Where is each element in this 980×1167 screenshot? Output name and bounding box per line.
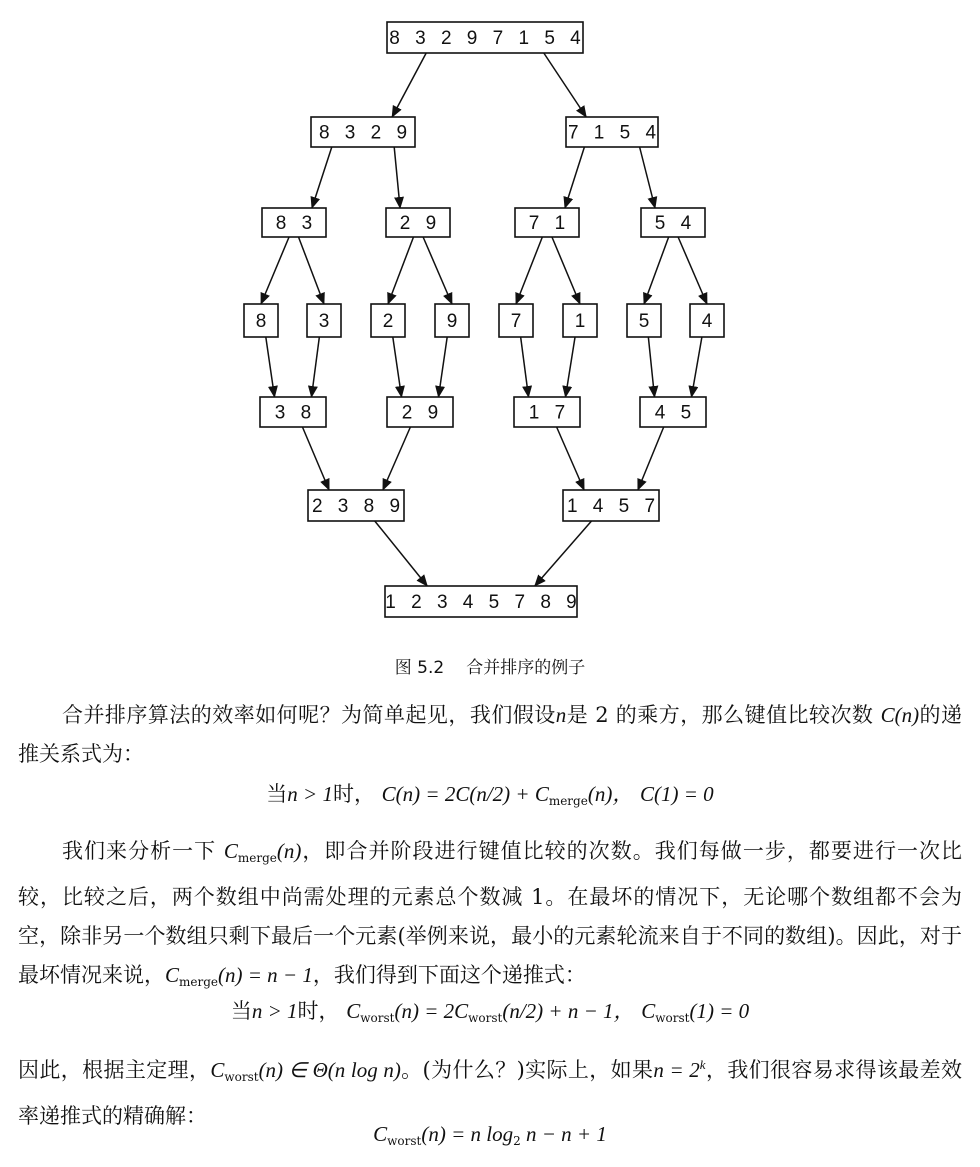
edge-ll-s8 — [261, 237, 289, 304]
p1-text-e: 的递推关系式为： — [18, 703, 963, 766]
f2-c: C — [346, 999, 361, 1023]
p3-text-b: 。(为什么？)实际上，如果 — [400, 1058, 654, 1082]
f3-sub2: 2 — [513, 1134, 521, 1148]
figure-title: 合并排序的例子 — [466, 658, 586, 678]
f2-sub: worst — [360, 1011, 395, 1025]
node-label: 1 7 — [528, 402, 571, 424]
edge-rl-s1 — [552, 237, 580, 304]
f3-rest: n − n + 1 — [520, 1122, 607, 1146]
p1-var-c: C — [880, 703, 895, 727]
node-s7 — [499, 304, 533, 337]
node-s5 — [627, 304, 661, 337]
node-label: 2 9 — [399, 213, 442, 234]
edge-s8-m38 — [266, 337, 275, 397]
node-label: 7 1 5 4 — [567, 122, 662, 144]
f2-prefix: 当 — [230, 999, 252, 1023]
node-s8 — [244, 304, 278, 337]
p1-text-b: 是 2 的乘方，那么键值比较次数 — [566, 703, 874, 727]
node-label: 1 4 5 7 — [566, 496, 661, 517]
edge-root-l — [392, 53, 426, 117]
node-s4 — [690, 304, 724, 337]
figure-number: 图 5.2 — [394, 658, 445, 678]
f2-rest: (n/2) + n − 1， — [502, 999, 635, 1023]
edge-m2389-result — [375, 521, 427, 586]
p2-var-n: (n) — [276, 839, 302, 863]
p1-var-n2: (n) — [894, 703, 920, 727]
edge-m29-m2389 — [383, 427, 411, 490]
f2-cond: n > 1 — [251, 999, 298, 1023]
formula-1 — [0, 778, 980, 808]
edge-s3-m38 — [311, 337, 319, 397]
node-label: 8 3 — [275, 213, 318, 234]
node-label: 7 1 — [528, 213, 571, 234]
formula-2 — [0, 995, 980, 1025]
f1-sub: merge — [548, 794, 588, 808]
diagram-nodes — [244, 22, 724, 617]
edge-r-rl — [565, 147, 584, 208]
node-m1457 — [563, 490, 660, 521]
p2-text-b: ，即合并阶段进行键值比较的次数。我们每做一步，都要进行一次比较，比较之后，两个数组中尚需处理的元素总个数减 1。在最坏的情况下，无论哪个数组都不会为空，除非另一个数组只剩下最后一个元素(举例来说，最小的元素轮流来自于不同的数组)。因此，对于最坏情况来说， — [18, 839, 963, 987]
node-label: 8 3 2 9 — [318, 122, 413, 144]
f2-time: 时， — [297, 999, 340, 1023]
formula-3 — [0, 1122, 980, 1148]
edge-s7-m17 — [521, 337, 529, 397]
edge-l-lr — [394, 147, 400, 208]
node-s1 — [563, 304, 597, 337]
edge-lr-s9 — [423, 237, 452, 304]
node-r — [566, 117, 661, 147]
edge-m38-m2389 — [302, 427, 329, 490]
p2-text-end: ，我们得到下面这个递推式： — [312, 963, 586, 987]
f3-sub: worst — [387, 1134, 422, 1148]
f2-sub2: worst — [468, 1011, 503, 1025]
p3-pow-k: k — [699, 1057, 706, 1072]
node-label: 2 9 — [401, 402, 444, 424]
node-label: 3 8 — [274, 402, 317, 424]
node-s9 — [435, 304, 469, 337]
node-l — [311, 117, 415, 147]
p2-sub2: merge — [179, 975, 219, 989]
node-label: 5 4 — [654, 213, 697, 234]
edge-rr-s5 — [644, 237, 669, 304]
node-label: 4 5 — [654, 402, 697, 424]
node-s3 — [307, 304, 341, 337]
node-label: 2 3 8 9 — [311, 496, 406, 517]
paragraph-1 — [18, 696, 962, 774]
p2-sub: merge — [237, 851, 277, 865]
node-label: 7 — [510, 311, 527, 332]
edge-r-rr — [640, 147, 655, 208]
node-label: 3 — [318, 311, 335, 332]
edge-m17-m1457 — [557, 427, 585, 490]
node-m45 — [640, 397, 706, 427]
p3-theta: (n) ∈ Θ(n log n) — [258, 1058, 401, 1082]
f2-init-sub: worst — [655, 1011, 690, 1025]
figure-caption — [0, 653, 980, 678]
p3-sub: worst — [224, 1070, 259, 1084]
paragraph-2 — [18, 832, 962, 1002]
edge-rl-s7 — [516, 237, 542, 304]
edge-s2-m29 — [393, 337, 402, 397]
p3-text-end: ，我们很容易求得该最差效率递推式的精确解： — [18, 1058, 963, 1128]
p1-text-a: 合并排序算法的效率如何呢？为简单起见，我们假设 — [62, 703, 556, 727]
f2-init: (1) = 0 — [689, 999, 750, 1023]
f1-prefix: 当 — [266, 782, 288, 806]
p3-text-a: 因此，根据主定理， — [18, 1058, 211, 1082]
p3-var-c: C — [210, 1058, 225, 1082]
node-rl — [515, 208, 579, 237]
edge-ll-s3 — [299, 237, 325, 304]
p2-var-c2: C — [165, 963, 180, 987]
edge-s4-m45 — [691, 337, 701, 397]
f1-time: 时， — [332, 782, 375, 806]
f1-end: (n)， — [587, 782, 634, 806]
node-m38 — [260, 397, 326, 427]
edge-lr-s2 — [388, 237, 414, 304]
p2-var-c: C — [223, 839, 238, 863]
node-root — [387, 22, 586, 53]
node-label: 1 — [574, 311, 591, 332]
edge-s9-m29 — [438, 337, 447, 397]
edge-root-r — [544, 53, 586, 117]
node-m17 — [514, 397, 580, 427]
edge-rr-s4 — [678, 237, 707, 304]
edge-l-ll — [312, 147, 332, 208]
edge-m1457-result — [535, 521, 592, 586]
p2-eq: (n) = n − 1 — [218, 963, 313, 987]
node-s2 — [371, 304, 405, 337]
edge-m45-m1457 — [638, 427, 664, 490]
f2-init-c: C — [641, 999, 656, 1023]
node-lr — [386, 208, 450, 237]
node-rr — [641, 208, 705, 237]
node-label: 8 3 2 9 7 1 5 4 — [389, 28, 586, 49]
node-label: 1 2 3 4 5 7 8 9 — [385, 592, 582, 613]
node-ll — [262, 208, 326, 237]
p2-text-a: 我们来分析一下 — [62, 839, 217, 863]
node-label: 4 — [701, 311, 718, 332]
edge-s5-m45 — [648, 337, 654, 397]
f1-eq: C(n) = 2C(n/2) + C — [381, 782, 549, 806]
f2-eq: (n) = 2C — [394, 999, 469, 1023]
node-label: 2 — [382, 311, 399, 332]
f1-cond: n > 1 — [287, 782, 333, 806]
node-label: 9 — [446, 311, 463, 332]
node-m2389 — [308, 490, 405, 521]
node-label: 8 — [255, 311, 272, 332]
p1-var-n: n — [555, 703, 567, 727]
node-m29 — [387, 397, 453, 427]
edge-s1-m17 — [565, 337, 575, 397]
f3-eq: (n) = n log — [421, 1122, 514, 1146]
node-result — [385, 586, 582, 617]
f1-init: C(1) = 0 — [640, 782, 714, 806]
f3-c: C — [373, 1122, 388, 1146]
node-label: 5 — [638, 311, 655, 332]
p3-pow-n: n = 2 — [653, 1058, 700, 1082]
